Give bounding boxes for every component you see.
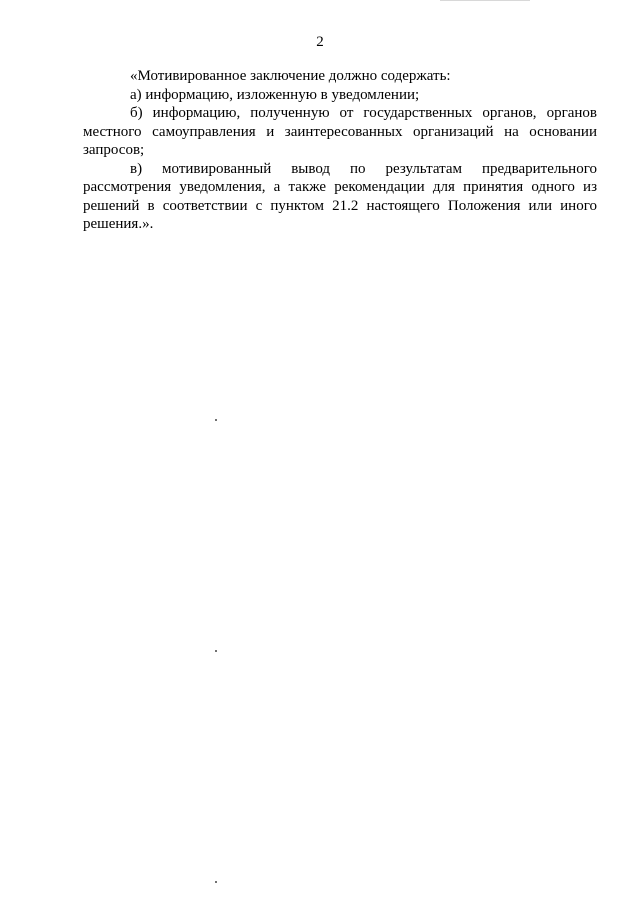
scan-speck — [215, 881, 217, 883]
paragraph-item-b: б) информацию, полученную от государственных органов, органов местного самоуправления и заинтересованных организаций на основании запросов; — [83, 105, 597, 158]
document-body — [83, 67, 597, 234]
page-number: 2 — [316, 34, 324, 50]
paragraph-item-c: в) мотивированный вывод по результатам предварительного рассмотрения уведомления, а также рекомендации для принятия одного из решений в соответствии с пунктом 21.2 настоящего Положения или иного решения.». — [83, 160, 597, 232]
paragraph-intro: «Мотивированное заключение должно содержать: — [130, 68, 451, 84]
scan-edge-artifact — [440, 0, 530, 1]
paragraph-item-a: а) информацию, изложенную в уведомлении; — [130, 86, 420, 103]
scan-speck — [215, 650, 217, 652]
scan-speck — [215, 419, 217, 421]
